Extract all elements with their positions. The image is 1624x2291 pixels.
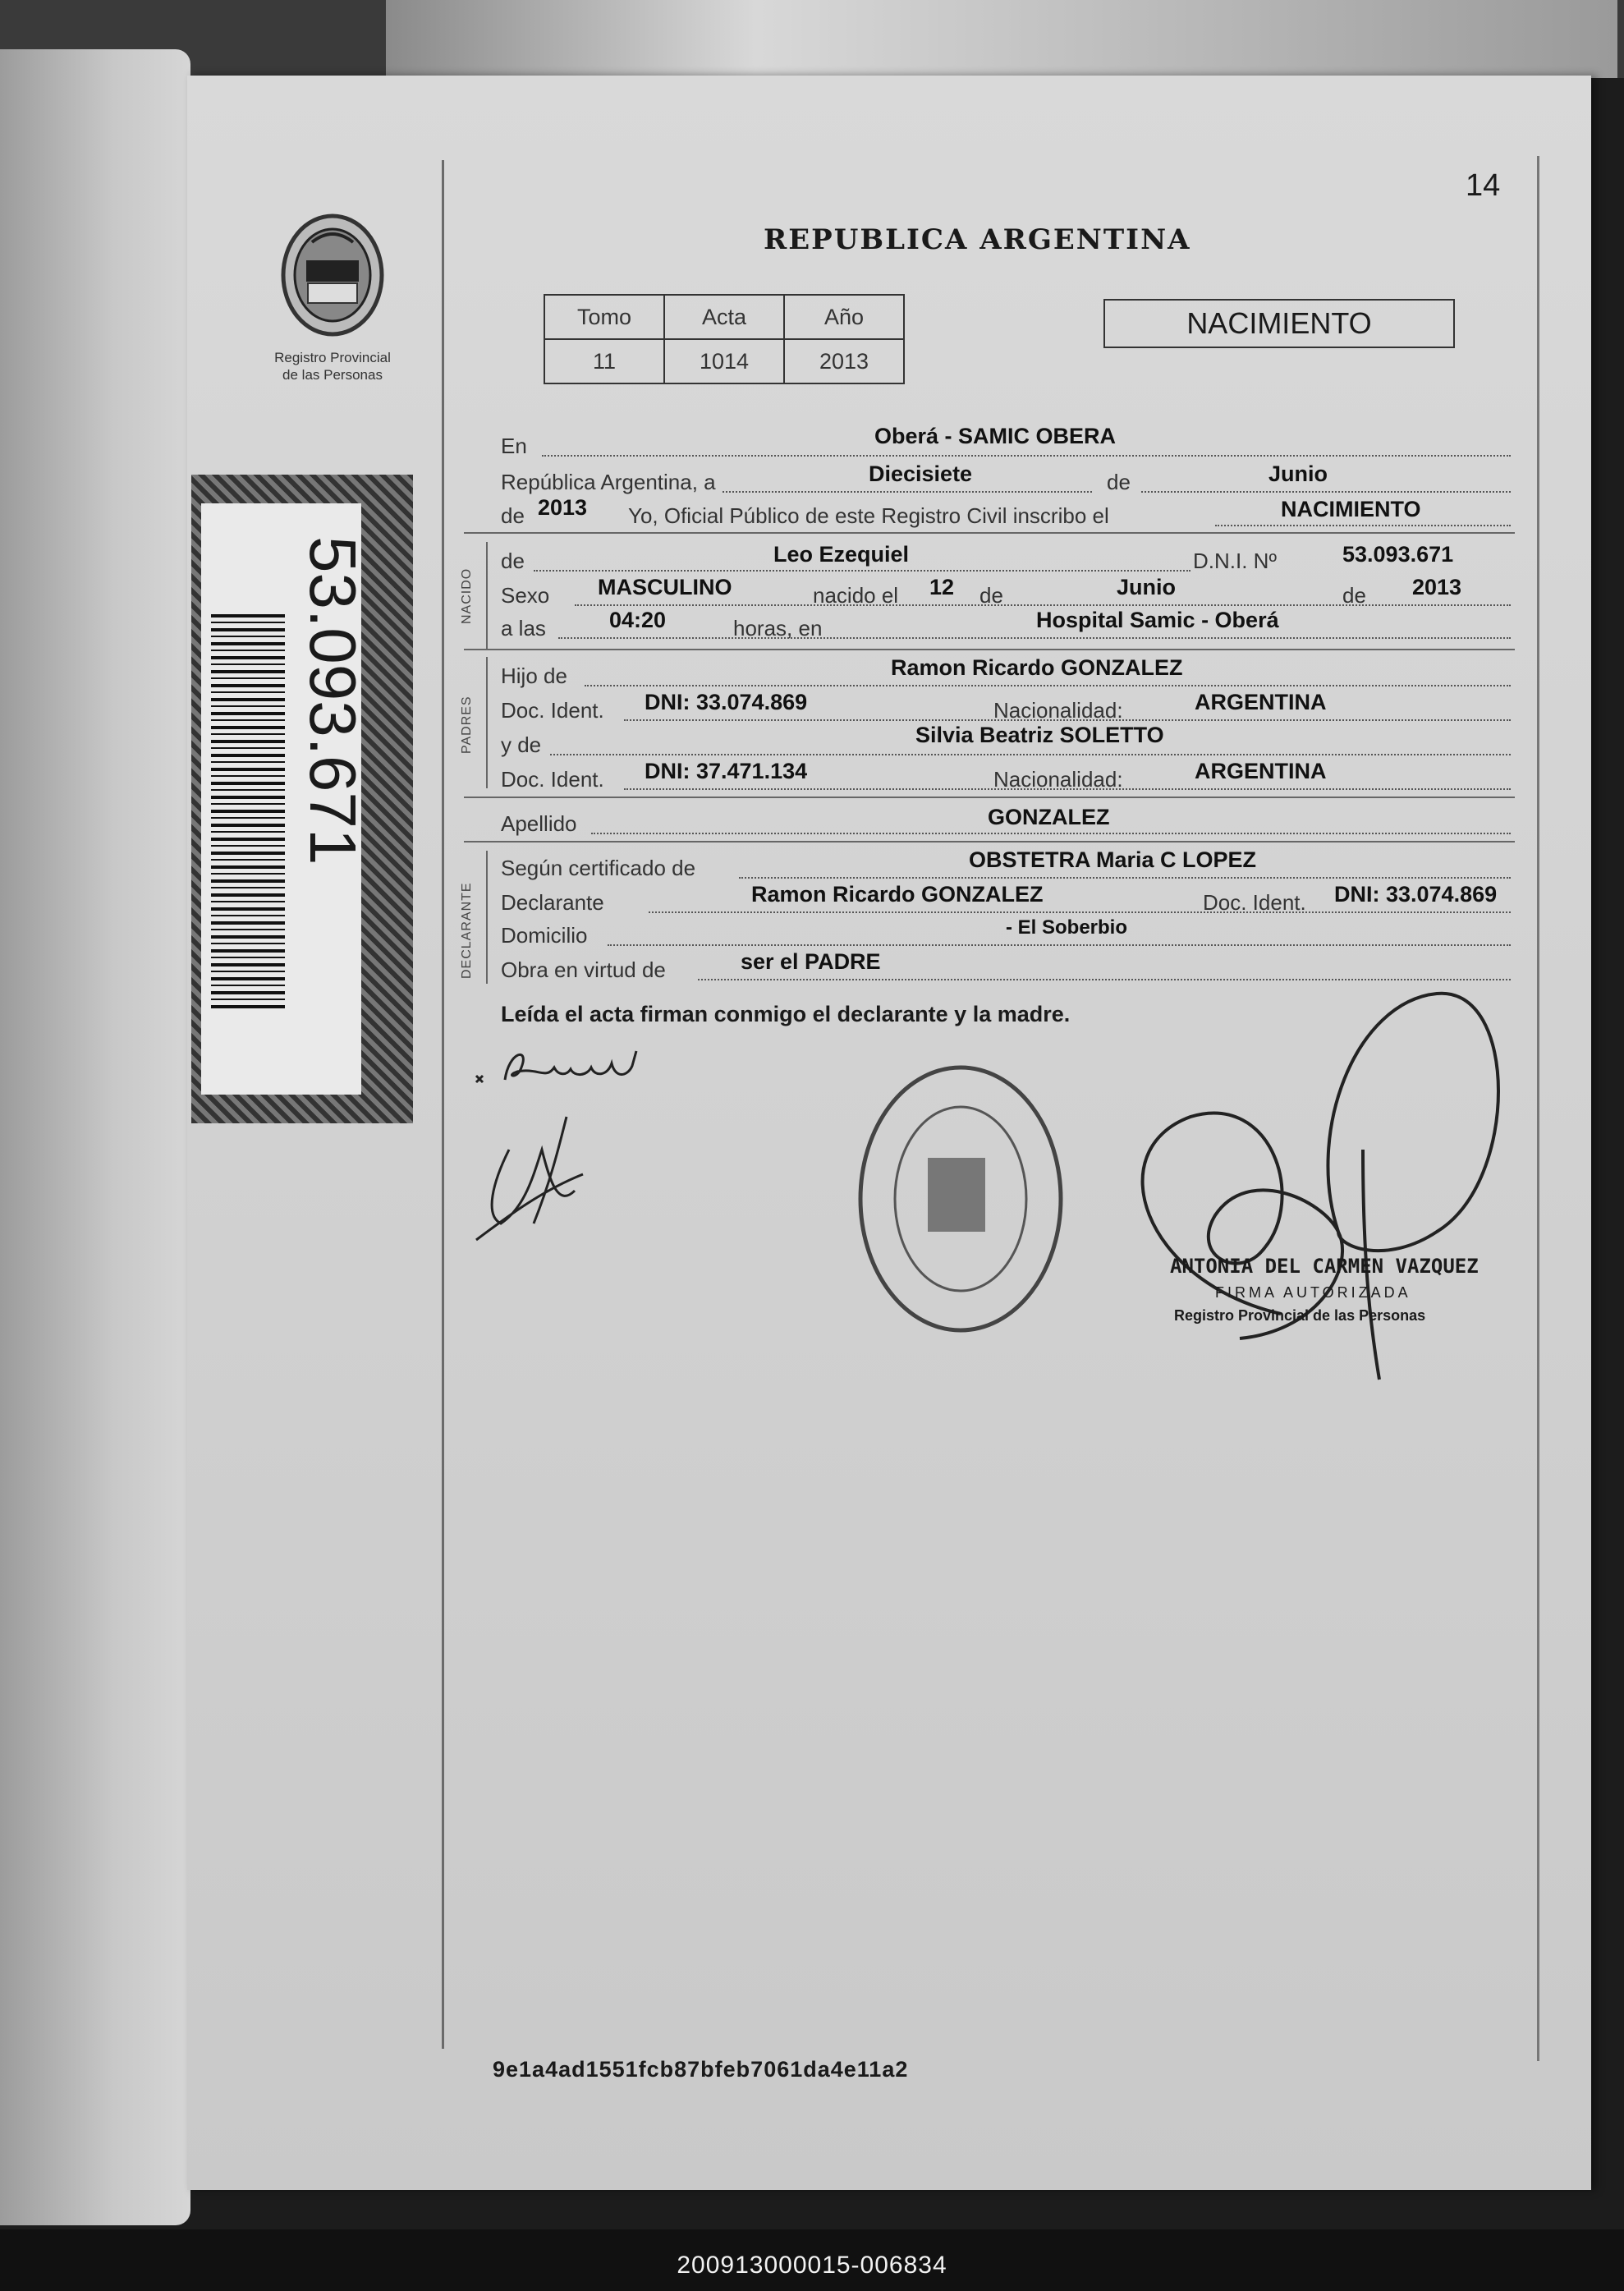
fill-line	[575, 603, 1511, 606]
value-lugar: Oberá - SAMIC OBERA	[874, 424, 1117, 448]
value-padre-nac: ARGENTINA	[1195, 690, 1327, 714]
label-segun: Según certificado de	[501, 856, 696, 880]
value-anio-nac: 2013	[1412, 575, 1462, 599]
value-tomo: 11	[544, 339, 664, 383]
registry-table	[544, 294, 905, 384]
value-dia-nac: 12	[929, 575, 955, 599]
value-domicilio: - El Soberbio	[1006, 916, 1128, 939]
image-caption: 200913000015-006834	[677, 2252, 947, 2279]
value-acta: 1014	[664, 339, 784, 383]
label-de-1: de	[1107, 470, 1131, 494]
fill-line	[649, 910, 1511, 913]
label-de-5: de	[1342, 583, 1366, 608]
act-type-box: NACIMIENTO	[1103, 299, 1455, 348]
fill-line	[558, 636, 1511, 639]
label-doc-ident-1: Doc. Ident.	[501, 698, 604, 723]
fill-line	[723, 489, 1092, 493]
label-doc-ident-2: Doc. Ident.	[501, 767, 604, 792]
dni-sticker	[191, 475, 413, 1123]
section-divider	[464, 797, 1515, 798]
registrar-role: FIRMA AUTORIZADA	[1215, 1284, 1411, 1301]
label-obra: Obra en virtud de	[501, 957, 666, 982]
section-divider	[464, 649, 1515, 650]
fill-line	[698, 977, 1511, 980]
value-mes: Junio	[1268, 461, 1328, 486]
value-nombre: Leo Ezequiel	[773, 542, 910, 567]
section-rule	[486, 851, 488, 984]
country-heading: REPUBLICA ARGENTINA	[764, 223, 1191, 256]
side-label-nacido: NACIDO	[460, 567, 474, 624]
value-sexo: MASCULINO	[598, 575, 732, 599]
value-mes-nac: Junio	[1117, 575, 1176, 599]
registry-table-header	[544, 295, 904, 339]
value-padre-doc: DNI: 33.074.869	[645, 690, 808, 714]
side-label-declarante: DECLARANTE	[460, 882, 474, 979]
folio-number: 14	[1466, 168, 1501, 203]
registrar-name: ANTONIA DEL CARMEN VAZQUEZ	[1170, 1255, 1479, 1278]
value-anio: 2013	[784, 339, 904, 383]
label-doc-ident-3: Doc. Ident.	[1203, 890, 1306, 915]
value-dni: 53.093.671	[1342, 542, 1454, 567]
label-domicilio: Domicilio	[501, 923, 588, 948]
label-dni: D.N.I. Nº	[1193, 549, 1277, 573]
dni-sticker-number: 53.093.671	[296, 536, 369, 865]
fill-line	[1141, 489, 1511, 493]
label-apellido: Apellido	[501, 811, 577, 836]
closing-statement: Leída el acta firman conmigo el declarante y la madre.	[501, 1002, 1071, 1026]
declarant-signature-icon	[472, 1043, 686, 1092]
side-label-padres: PADRES	[460, 696, 474, 754]
label-republica: República Argentina, a	[501, 470, 716, 494]
fill-line	[550, 752, 1511, 755]
label-nacionalidad-1: Nacionalidad:	[993, 698, 1123, 723]
value-madre: Silvia Beatriz SOLETTO	[915, 723, 1164, 747]
section-divider	[464, 841, 1515, 842]
dni-sticker-number-wrap	[296, 536, 369, 1095]
fill-line	[608, 943, 1511, 946]
label-yo: Yo, Oficial Público de este Registro Civil inscribo el	[628, 503, 1109, 528]
label-en: En	[501, 434, 527, 458]
fill-line	[624, 718, 1511, 721]
label-horas-en: horas, en	[733, 616, 823, 640]
document-hash: 9e1a4ad1551fcb87bfeb7061da4e11a2	[493, 2057, 909, 2082]
label-nacido-el: nacido el	[813, 583, 899, 608]
value-hora: 04:20	[609, 608, 667, 632]
registry-label-line-2: de las Personas	[282, 367, 383, 383]
value-lugar-nac: Hospital Samic - Oberá	[1036, 608, 1279, 632]
fill-line	[1215, 523, 1511, 526]
fill-line	[542, 453, 1511, 457]
label-declarante: Declarante	[501, 890, 604, 915]
label-de-3: de	[501, 549, 525, 573]
province-crest-icon	[275, 209, 390, 341]
value-certificado: OBSTETRA Maria C LOPEZ	[969, 847, 1257, 872]
registrar-signature-icon	[1092, 985, 1519, 1412]
section-rule	[486, 542, 488, 649]
value-anio: 2013	[538, 495, 588, 520]
page-frame-left	[442, 160, 444, 2049]
label-de-2: de	[501, 503, 525, 528]
label-y-de: y de	[501, 732, 542, 757]
label-a-las: a las	[501, 616, 546, 640]
value-dia-letras: Diecisiete	[869, 461, 973, 486]
official-seal-icon	[854, 1059, 1067, 1338]
dni-sticker-inner	[201, 503, 369, 1095]
label-hijo-de: Hijo de	[501, 663, 567, 688]
section-divider	[464, 532, 1515, 534]
fill-line	[534, 568, 1190, 572]
section-rule	[486, 657, 488, 788]
header-anio: Año	[784, 295, 904, 339]
header-acta: Acta	[664, 295, 784, 339]
fill-line	[591, 831, 1511, 834]
barcode	[211, 614, 285, 1008]
mother-signature-icon	[460, 1100, 599, 1256]
label-nacionalidad-2: Nacionalidad:	[993, 767, 1123, 792]
registry-label	[255, 349, 411, 383]
page-frame-right	[1537, 156, 1539, 2061]
value-declarante: Ramon Ricardo GONZALEZ	[751, 882, 1044, 907]
value-acto: NACIMIENTO	[1281, 497, 1421, 521]
fill-line	[624, 787, 1511, 790]
background-object	[386, 0, 1617, 78]
label-sexo: Sexo	[501, 583, 550, 608]
left-page-edge	[0, 49, 190, 2225]
value-obra: ser el PADRE	[741, 949, 881, 974]
value-madre-doc: DNI: 37.471.134	[645, 759, 808, 783]
fill-line	[739, 875, 1511, 879]
value-declarante-doc: DNI: 33.074.869	[1334, 882, 1498, 907]
header-tomo: Tomo	[544, 295, 664, 339]
value-madre-nac: ARGENTINA	[1195, 759, 1327, 783]
registrar-organization: Registro Provincial de las Personas	[1174, 1307, 1426, 1324]
registry-label-line-1: Registro Provincial	[274, 350, 391, 365]
value-padre: Ramon Ricardo GONZALEZ	[891, 655, 1183, 680]
registry-table-values	[544, 339, 904, 383]
label-de-4: de	[979, 583, 1003, 608]
value-apellido: GONZALEZ	[988, 805, 1110, 829]
fill-line	[585, 683, 1511, 686]
